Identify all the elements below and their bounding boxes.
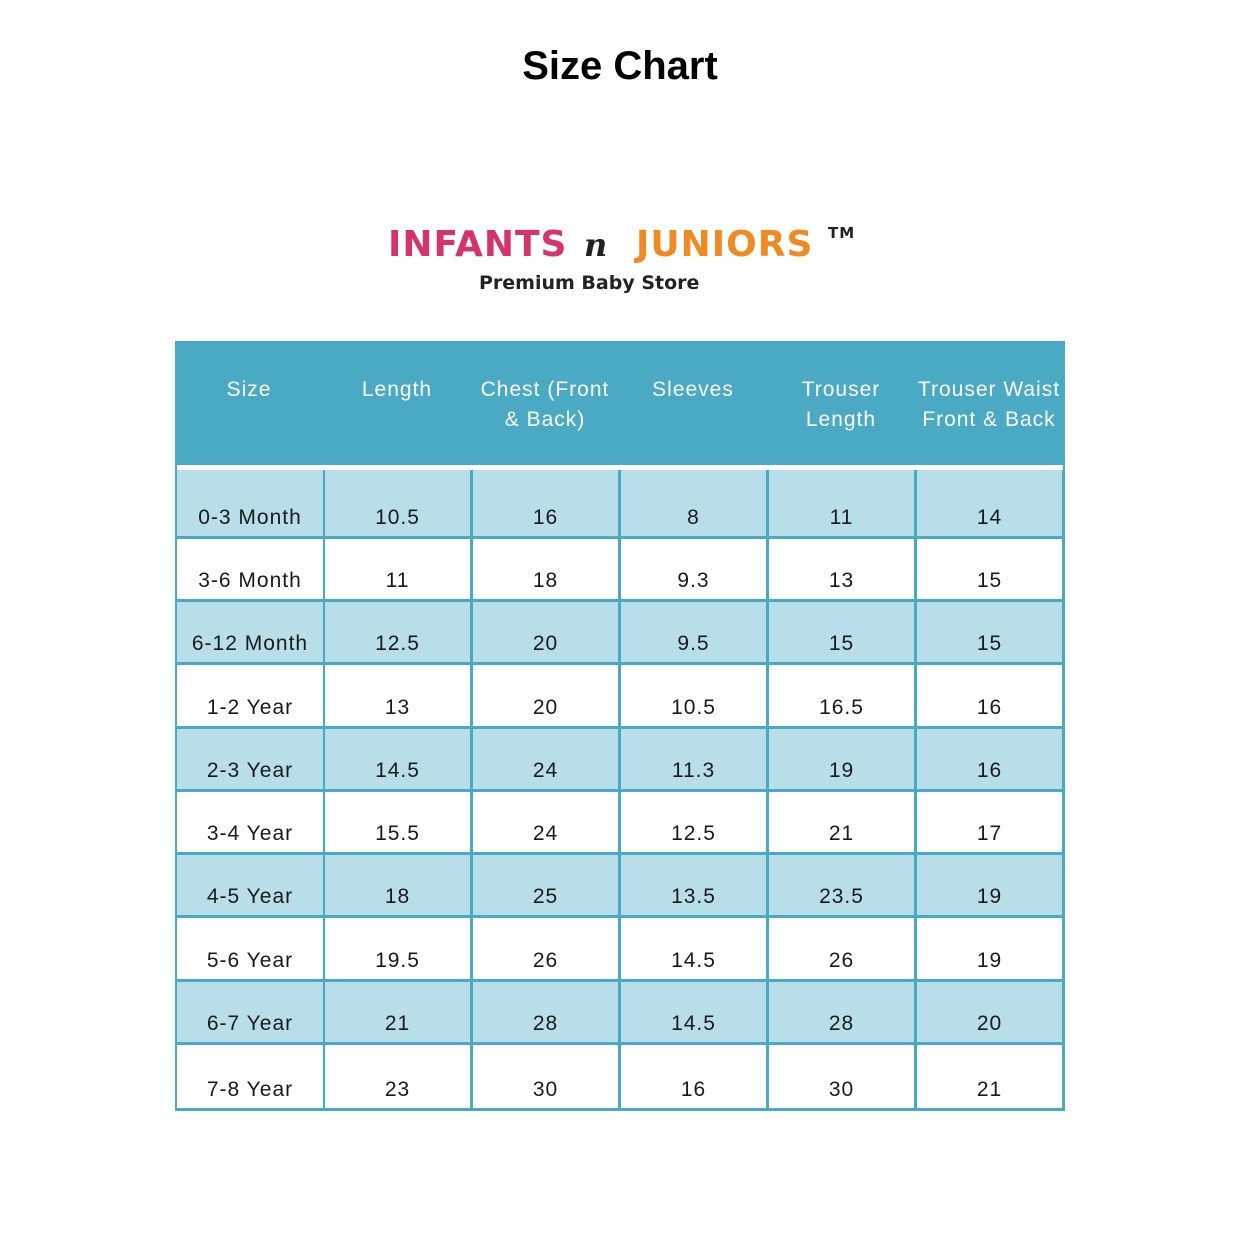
cell-value: 7-8 Year [206,1078,294,1101]
cell-value: 19 [976,885,1003,908]
cell-value: 18 [532,569,559,592]
cell-value: 16 [680,1078,707,1101]
cell-value: 12.5 [671,822,716,845]
cell-value: 24 [532,759,559,782]
cell-value: 15 [976,632,1003,655]
cell-length [325,918,473,982]
cell-trouser-waist [917,665,1065,729]
cell-value: 23 [384,1078,411,1101]
table-row [175,855,1065,918]
cell-chest [473,729,621,792]
cell-length [325,602,473,665]
cell-value: 28 [828,1012,855,1035]
cell-value: 21 [828,822,855,845]
table-body [175,470,1065,1111]
cell-size [177,470,326,539]
table-row [175,665,1065,729]
cell-trouser-length [769,982,917,1045]
cell-value: 13 [384,696,411,719]
cell-length [325,792,473,855]
cell-value: 9.3 [677,569,710,592]
cell-chest [473,602,621,665]
cell-value: 25 [532,885,559,908]
cell-value: 14.5 [375,759,420,782]
cell-value: 16 [976,759,1003,782]
cell-trouser-length [769,665,917,729]
cell-size [177,602,326,665]
cell-value: 18 [384,885,411,908]
cell-value: 24 [532,822,559,845]
cell-length [325,1045,473,1111]
cell-value: 20 [976,1012,1003,1035]
cell-value: 5-6 Year [206,949,294,972]
cell-chest [473,918,621,982]
cell-trouser-length [769,729,917,792]
cell-size [177,855,326,918]
table-row [175,602,1065,665]
cell-value: 4-5 Year [206,885,294,908]
cell-length [325,855,473,918]
cell-trouser-waist [917,470,1065,539]
cell-value: 16 [532,506,559,529]
logo-wordmark [388,224,858,274]
cell-value: 8 [687,506,700,529]
cell-size [177,1045,326,1111]
cell-trouser-waist [917,539,1065,602]
cell-chest [473,792,621,855]
cell-trouser-waist [917,918,1065,982]
table-row [175,470,1065,539]
cell-sleeves [621,665,769,729]
cell-value: 11 [829,506,854,529]
cell-trouser-waist [917,855,1065,918]
table-row [175,792,1065,855]
cell-sleeves [621,1045,769,1111]
cell-trouser-length [769,792,917,855]
cell-value: 3-4 Year [206,822,294,845]
cell-trouser-waist [917,602,1065,665]
cell-size [177,665,326,729]
cell-trouser-waist [917,729,1065,792]
cell-size [177,792,326,855]
cell-value: 15 [976,569,1003,592]
cell-value: 6-7 Year [206,1012,294,1035]
cell-value: 10.5 [375,506,420,529]
cell-value: 19 [976,949,1003,972]
cell-chest [473,855,621,918]
cell-value: 30 [532,1078,559,1101]
cell-value: 30 [828,1078,855,1101]
cell-trouser-length [769,602,917,665]
cell-length [325,470,473,539]
header-length: Length [361,378,433,401]
table-row [175,982,1065,1045]
cell-value: 13.5 [671,885,716,908]
cell-sleeves [621,982,769,1045]
cell-sleeves [621,602,769,665]
cell-sleeves [621,855,769,918]
cell-sleeves [621,539,769,602]
table-header-row [175,341,1065,465]
cell-trouser-length [769,855,917,918]
cell-value: 17 [976,822,1003,845]
cell-value: 1-2 Year [206,696,294,719]
cell-value: 23.5 [819,885,864,908]
cell-value: 13 [828,569,855,592]
page-title: Size Chart [522,44,718,88]
cell-trouser-waist [917,982,1065,1045]
cell-length [325,982,473,1045]
cell-value: 3-6 Month [198,569,302,592]
cell-value: 6-12 Month [191,632,309,655]
cell-value: 20 [532,632,559,655]
cell-value: 11 [385,569,410,592]
cell-sleeves [621,729,769,792]
cell-chest [473,470,621,539]
cell-value: 19.5 [375,949,420,972]
logo-juniors-text: JUNIORS [636,224,814,265]
cell-chest [473,539,621,602]
cell-trouser-length [769,918,917,982]
table-row [175,918,1065,982]
cell-sleeves [621,792,769,855]
cell-sleeves [621,470,769,539]
cell-chest [473,1045,621,1111]
cell-size [177,982,326,1045]
cell-value: 12.5 [375,632,420,655]
cell-value: 15.5 [375,822,420,845]
cell-size [177,729,326,792]
cell-value: 15 [828,632,855,655]
logo-connector-text: n [584,226,609,264]
cell-value: 11.3 [671,759,716,782]
cell-value: 26 [532,949,559,972]
cell-value: 16.5 [819,696,864,719]
header-size: Size [226,378,272,401]
cell-trouser-waist [917,792,1065,855]
cell-value: 26 [828,949,855,972]
cell-value: 20 [532,696,559,719]
cell-length [325,729,473,792]
cell-length [325,665,473,729]
table-row [175,539,1065,602]
header-trouser-waist: Trouser Waist Front & Back [917,378,1061,431]
cell-value: 9.5 [677,632,710,655]
cell-chest [473,982,621,1045]
cell-value: 2-3 Year [206,759,294,782]
cell-trouser-length [769,1045,917,1111]
brand-logo [388,214,858,306]
logo-infants-text: INFANTS [388,224,568,265]
cell-value: 14 [976,506,1003,529]
logo-tagline: Premium Baby Store [479,272,700,294]
cell-value: 10.5 [671,696,716,719]
size-chart-table [175,341,1065,1111]
cell-value: 14.5 [671,1012,716,1035]
cell-value: 28 [532,1012,559,1035]
cell-value: 19 [828,759,855,782]
trademark-symbol: TM [828,224,856,242]
cell-chest [473,665,621,729]
cell-value: 16 [976,696,1003,719]
cell-value: 21 [976,1078,1003,1101]
cell-size [177,539,326,602]
cell-trouser-length [769,539,917,602]
cell-value: 21 [384,1012,411,1035]
header-sleeves: Sleeves [652,378,734,401]
header-trouser-length: Trouser Length [801,378,881,431]
cell-value: 0-3 Month [198,506,302,529]
cell-size [177,918,326,982]
cell-value: 14.5 [671,949,716,972]
cell-length [325,539,473,602]
cell-sleeves [621,918,769,982]
header-chest: Chest (Front & Back) [480,378,610,431]
table-row [175,729,1065,792]
cell-trouser-length [769,470,917,539]
table-row [175,1045,1065,1111]
cell-trouser-waist [917,1045,1065,1111]
